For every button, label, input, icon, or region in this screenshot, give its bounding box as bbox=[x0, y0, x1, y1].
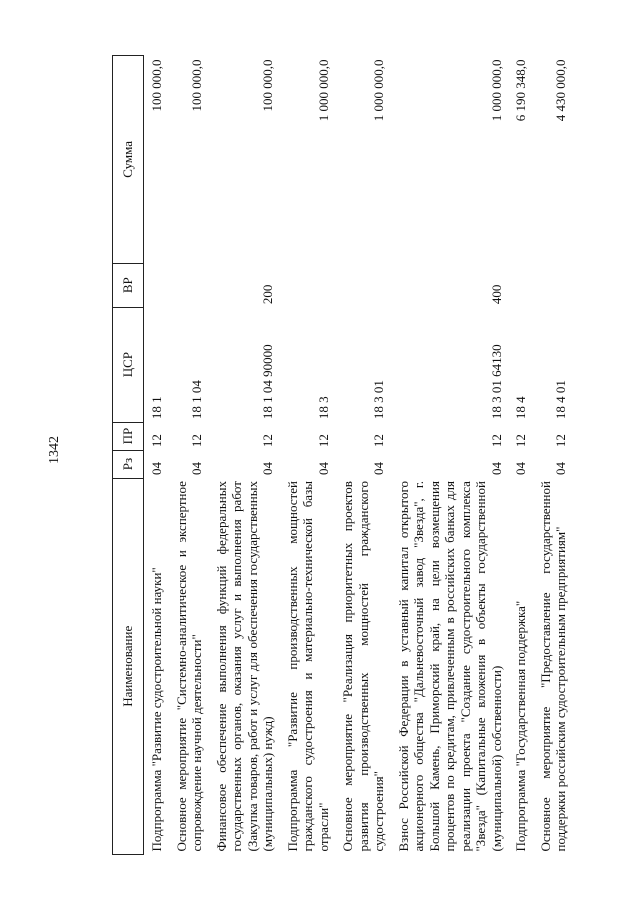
row-sum: 100 000,0 bbox=[260, 59, 275, 112]
row-sum: 4 430 000,0 bbox=[553, 59, 568, 122]
row-rz: 04 bbox=[189, 462, 204, 476]
row-csr: 18 3 01 bbox=[371, 380, 386, 420]
budget-table bbox=[112, 55, 573, 855]
row-sum: 1 000 000,0 bbox=[315, 59, 331, 122]
row-vr: 400 bbox=[488, 284, 504, 305]
row-csr: 18 3 bbox=[315, 396, 331, 420]
row-sum: 100 000,0 bbox=[149, 59, 164, 112]
row-rz: 04 bbox=[149, 462, 164, 476]
row-csr: 18 1 bbox=[149, 396, 164, 420]
row-name: Основное мероприятие "Предоставление государственной поддержки российским судостроительным предприятиям" bbox=[537, 481, 568, 852]
page-number bbox=[40, 430, 70, 470]
row-pr: 12 bbox=[371, 434, 386, 448]
row-name: Подпрограмма "Развитие судостроительной науки" bbox=[149, 567, 164, 852]
row-vr bbox=[144, 263, 169, 307]
row-name: Подпрограмма "Государственная поддержка" bbox=[513, 600, 528, 852]
table-row bbox=[533, 56, 573, 855]
row-rz: 04 bbox=[488, 462, 504, 476]
row-vr bbox=[508, 263, 533, 307]
row-rz: 04 bbox=[260, 462, 275, 476]
table-header-row bbox=[113, 56, 144, 855]
row-vr: 200 bbox=[260, 284, 275, 305]
header-sum: Сумма bbox=[113, 56, 144, 264]
table-row bbox=[169, 56, 209, 855]
row-csr: 18 4 bbox=[513, 396, 528, 420]
row-vr bbox=[533, 263, 573, 307]
row-sum: 100 000,0 bbox=[189, 59, 204, 112]
row-sum: 1 000 000,0 bbox=[488, 59, 504, 122]
row-pr: 12 bbox=[488, 434, 504, 448]
row-pr: 12 bbox=[513, 434, 528, 448]
table-row bbox=[335, 56, 391, 855]
row-vr bbox=[335, 263, 391, 307]
row-sum: 1 000 000,0 bbox=[371, 59, 386, 122]
table-row bbox=[508, 56, 533, 855]
row-sum: 6 190 348,0 bbox=[513, 59, 528, 122]
table-row bbox=[144, 56, 169, 855]
row-csr: 18 1 04 bbox=[189, 380, 204, 420]
row-csr: 18 3 01 64130 bbox=[488, 344, 504, 420]
row-rz: 04 bbox=[371, 462, 386, 476]
header-vr: ВР bbox=[113, 263, 144, 307]
row-csr: 18 1 04 90000 bbox=[260, 344, 275, 420]
row-name: Финансовое обеспечение выполнения функций федеральных государственных органов, оказания услуг и выполнения работ (Закупка товаров, работ и услуг для обеспечения государственных (муниципальных) нужд) bbox=[213, 481, 275, 852]
header-name: Наименование bbox=[113, 478, 144, 854]
row-name: Основное мероприятие "Реализация приоритетных проектов развития производственных мощностей гражданского судостроения" bbox=[340, 481, 386, 852]
header-rz: Рз bbox=[113, 450, 144, 478]
row-rz: 04 bbox=[553, 462, 568, 476]
table-row bbox=[209, 56, 280, 855]
row-vr bbox=[280, 263, 336, 307]
row-vr bbox=[169, 263, 209, 307]
row-rz: 04 bbox=[315, 462, 331, 476]
row-pr: 12 bbox=[315, 434, 331, 448]
page-number-text: 1342 bbox=[47, 436, 62, 464]
header-csr: ЦСР bbox=[113, 307, 144, 422]
row-name: Взнос Российской Федерации в уставный капитал открытого акционерного общества "Дальневосточный завод "Звезда", г. Большой Камень, Приморский край, на цели возмещения процентов по кредитам, привлеченным в российских банках для реализации проекта "Создание судостроительного комплекса "Звезда" (Капитальные вложения в объекты государственной (муниципальной) собственности) bbox=[395, 481, 504, 852]
table-row bbox=[391, 56, 509, 855]
row-name: Основное мероприятие "Системно-аналитическое и экспертное сопровождение научной деятельности" bbox=[173, 481, 204, 852]
row-pr: 12 bbox=[553, 434, 568, 448]
row-name: Подпрограмма "Развитие производственных мощностей гражданского судостроения и материально-технической базы отрасли" bbox=[284, 481, 331, 852]
header-pr: ПР bbox=[113, 422, 144, 450]
rotated-table-container bbox=[112, 55, 604, 855]
row-pr: 12 bbox=[149, 434, 164, 448]
row-rz: 04 bbox=[513, 462, 528, 476]
row-pr: 12 bbox=[260, 434, 275, 448]
table-row bbox=[280, 56, 336, 855]
row-pr: 12 bbox=[189, 434, 204, 448]
row-csr: 18 4 01 bbox=[553, 380, 568, 420]
